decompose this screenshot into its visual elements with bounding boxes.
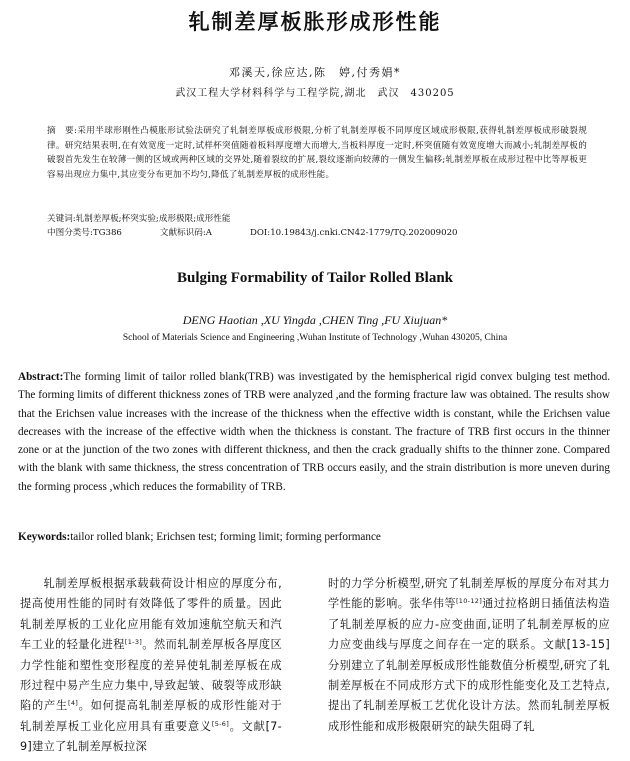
document-code: 文献标识码:A <box>159 228 212 238</box>
abstract-english-text: The forming limit of tailor rolled blank(TRB) was investigated by the hemispherical rigid convex bulging test method. The forming limits of different thickness zones of TRB were analyzed ,and the forming fracture law was obtained. The results show that the Erichsen value increases with the increase of the thickness when the effective width is constant, while the Erichsen value decreases with the increase of the effective width when the thickness is constant. The fracture of TRB first occurs in the thinner zone or at the junction of the two zones with different thickness, and then the crack gradually shifts to the thinner zone. Compared with the blank with same thickness, the stress concentration of TRB occurs easily, and the strain distribution is more uneven during the forming process ,which reduces the formability of TRB. <box>18 371 610 493</box>
body-paragraph: 时的力学分析模型,研究了轧制差厚板的厚度分布对其力学性能的影响。张华伟等[10-12]通过拉格朗日插值法构造了轧制差厚板的应力-应变曲面,证明了轧制差厚板的应力应变曲线与厚度之间存在一定的联系。文献[13-15]分别建立了轧制差厚板成形性能数值分析模型,研究了轧制差厚板在不同成形方式下的成形性能变化及工艺特点,提出了轧制差厚板工艺优化设计方法。然而轧制差厚板成形性能和成形极限研究的缺失阻碍了轧 <box>328 577 610 733</box>
keywords-chinese-text: 轧制差厚板;杯突实验;成形极限;成形性能 <box>75 214 231 224</box>
doi: DOI:10.19843/j.cnki.CN42-1779/TQ.202009020 <box>249 228 458 238</box>
affiliation-english: School of Materials Science and Engineering ,Wuhan Institute of Technology ,Wuhan 430205, China <box>122 333 508 343</box>
authors-english: DENG Haotian ,XU Yingda ,CHEN Ting ,FU Xiujuan* <box>182 313 448 327</box>
body-paragraph: 轧制差厚板根据承载载荷设计相应的厚度分布,提高使用性能的同时有效降低了零件的质量。因此轧制差厚板的工业化应用能有效加速航空航天和汽车工业的轻量化进程[1-3]。然而轧制差厚板各厚度区力学性能和塑性变形程度的差异使轧制差厚板在成形过程中易产生应力集中,导致起皱、破裂等成形缺陷的产生[4]。如何提高轧制差厚板的成形性能对于轧制差厚板工业化应用具有重要意义[5-6]。文献[7-9]建立了轧制差厚板拉深 <box>20 577 283 754</box>
abstract-english <box>18 368 610 496</box>
keywords-english-text: tailor rolled blank; Erichsen test; forming limit; forming performance <box>70 531 381 543</box>
body-column-right <box>328 574 610 737</box>
keywords-english <box>18 528 610 546</box>
abstract-chinese-text: 采用半球形刚性凸模胀形试验法研究了轧制差厚板成形极限,分析了轧制差厚板不同厚度区域成形极限,获得轧制差厚板成形破裂规律。研究结果表明,在有效宽度一定时,试样杯突值随着板料厚度增大而增大,当板料厚度一定时,杯突值随有效宽度增大而减小;轧制差厚板的破裂首先发生在较薄一侧的区域或两种区域的交界处,随着裂纹的扩展,裂纹逐渐向较薄的一侧发生偏移;轧制差厚板在成形过程中比等厚板更容易出现应力集中,其应变分布更加不均匀,降低了轧制差厚板的成形性能。 <box>47 126 587 180</box>
title-english: Bulging Formability of Tailor Rolled Blank <box>176 270 454 286</box>
citation: [1-3] <box>124 638 143 647</box>
affiliation-chinese: 武汉工程大学材料科学与工程学院,湖北 武汉 430205 <box>175 88 455 99</box>
metadata-chinese <box>47 212 587 240</box>
body-column-left <box>20 574 282 758</box>
citation: [10-12] <box>455 597 483 606</box>
citation: [5-6] <box>211 719 230 728</box>
classification-row <box>47 226 587 240</box>
authors-chinese: 邓溪天,徐应达,陈 婷,付秀娟* <box>229 66 401 79</box>
keywords-chinese-label: 关键词: <box>47 214 76 224</box>
abstract-chinese-label: 摘 要: <box>47 126 78 136</box>
title-chinese: 轧制差厚板胀形成形性能 <box>188 9 442 34</box>
citation: [4] <box>67 699 79 708</box>
abstract-english-label: Abstract: <box>18 371 64 383</box>
clc-number: 中图分类号:TG386 <box>47 228 122 238</box>
keywords-english-label: Keywords: <box>18 531 71 543</box>
keywords-chinese <box>47 212 587 226</box>
abstract-chinese <box>47 124 587 182</box>
